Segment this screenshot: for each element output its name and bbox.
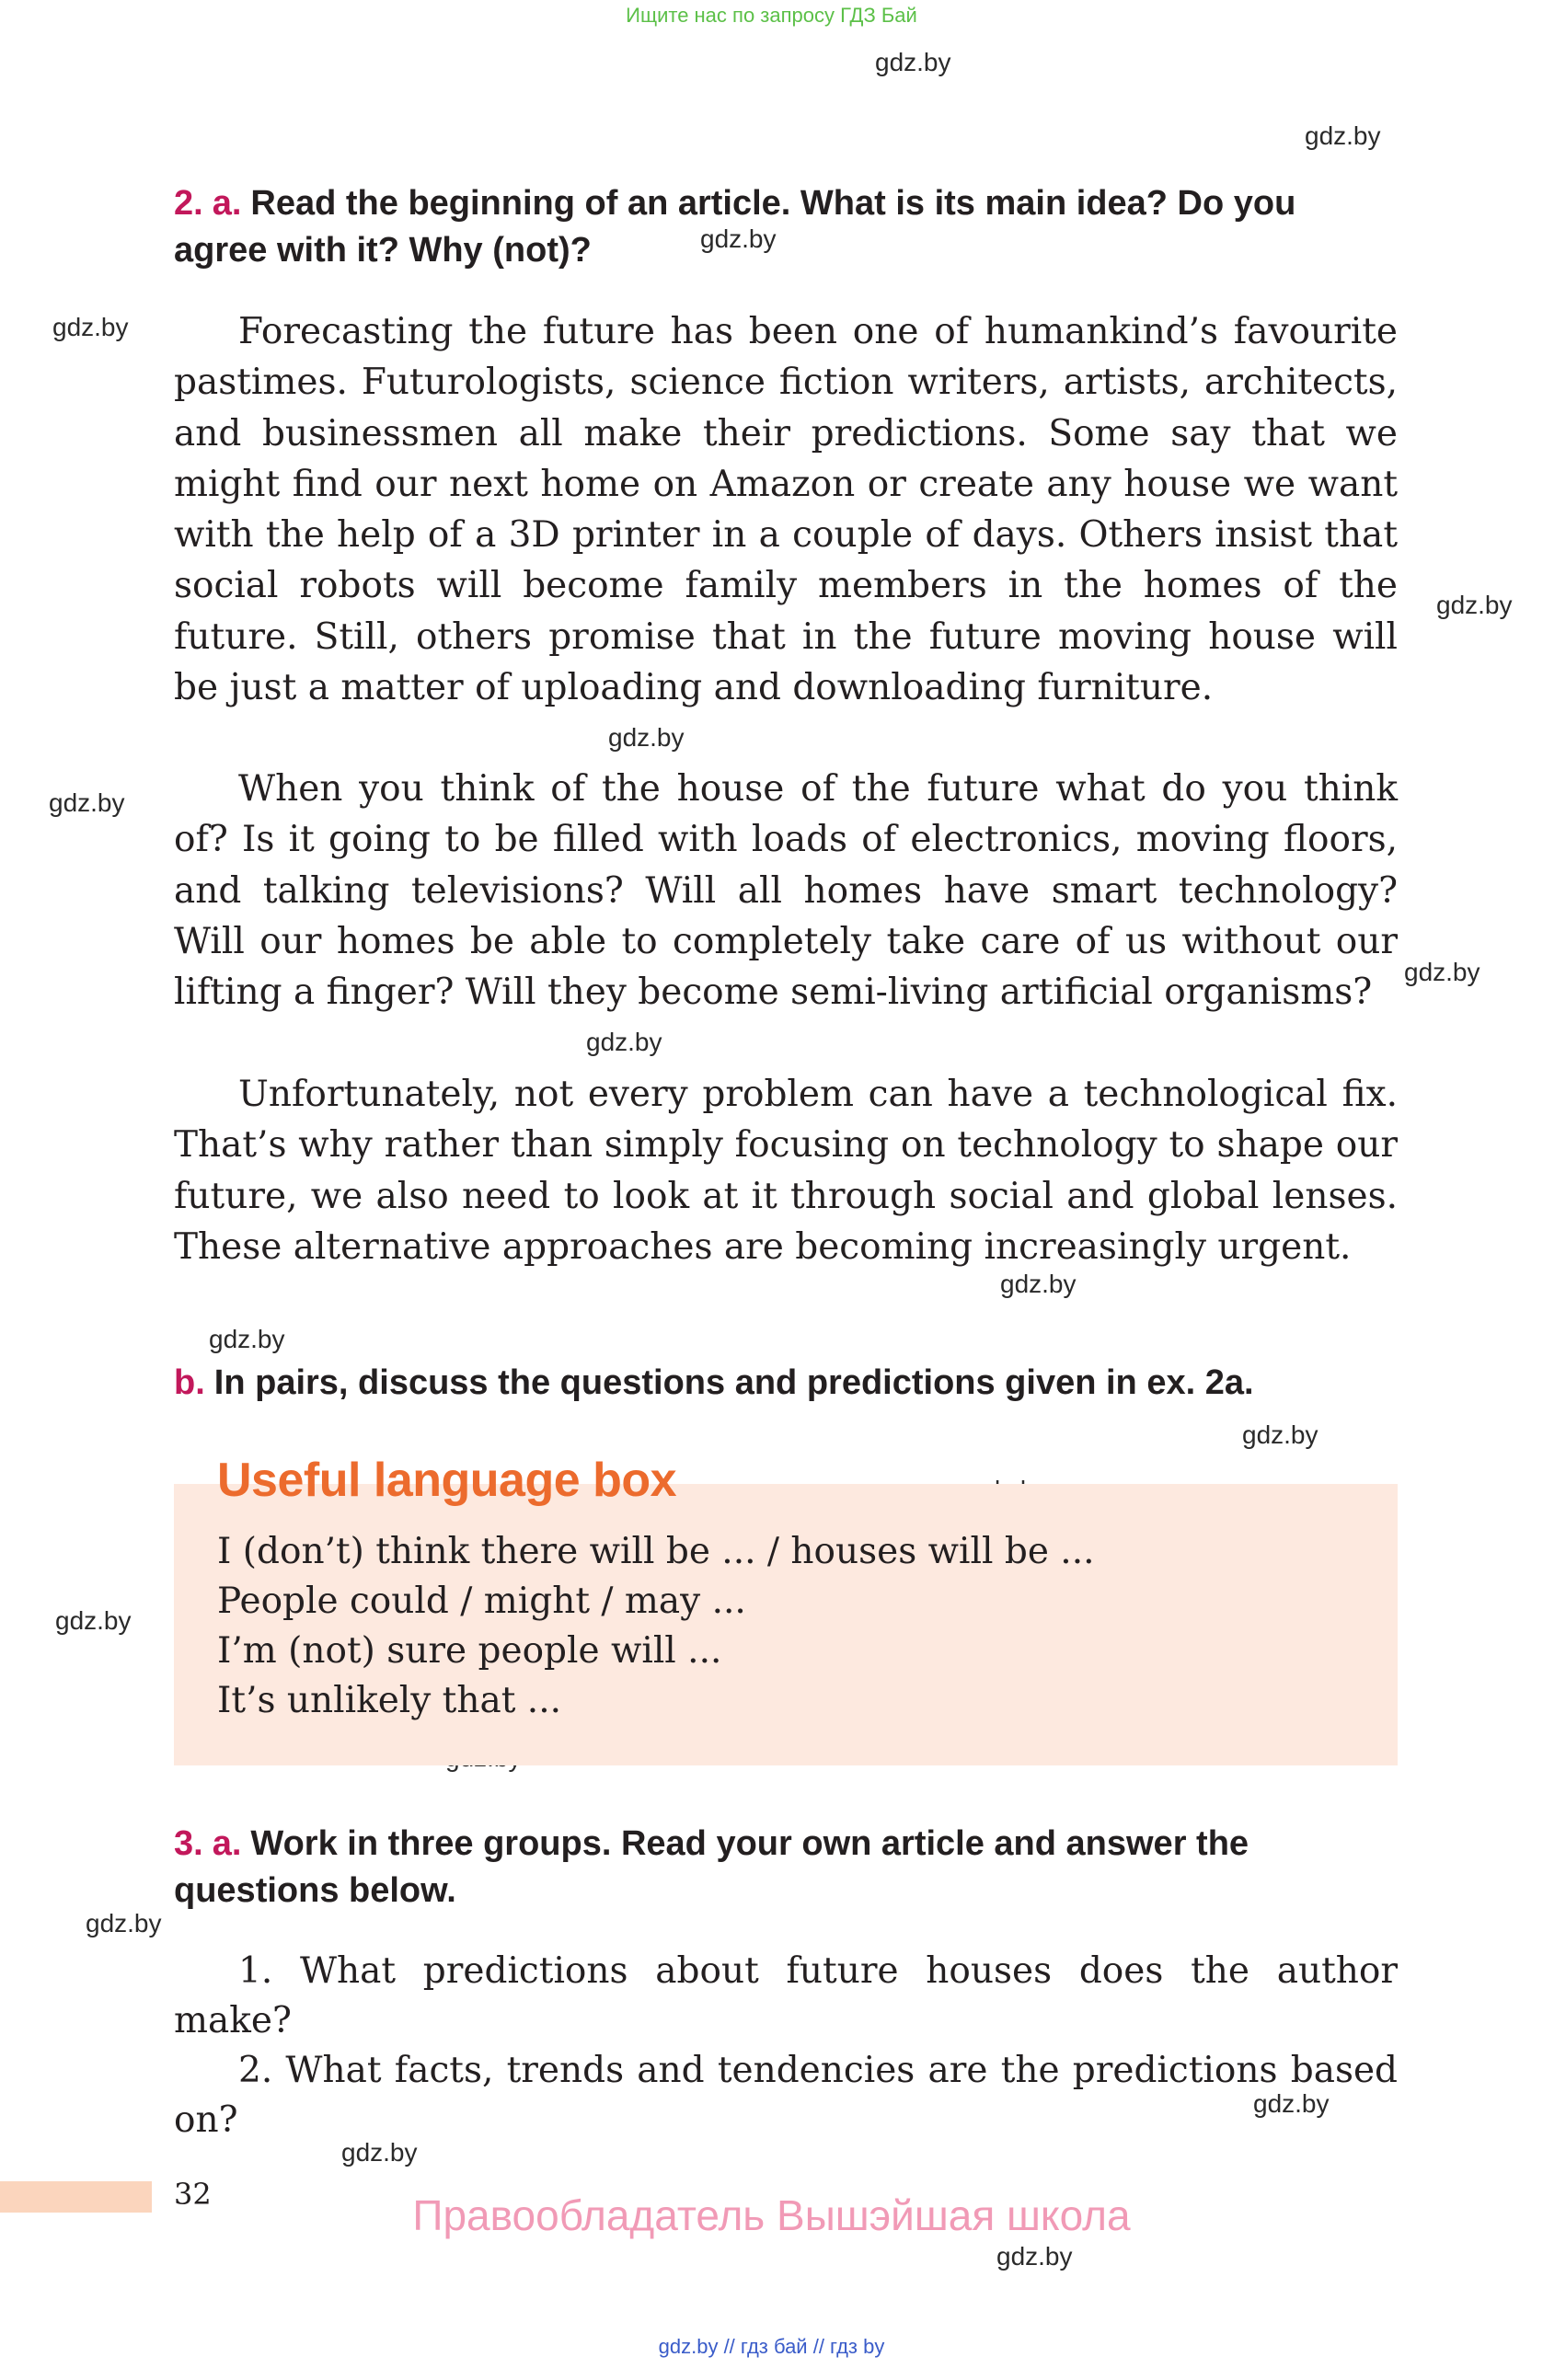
watermark: gdz.by — [55, 1606, 132, 1635]
task-2b-heading — [174, 1360, 1398, 1407]
footer-links: gdz.by // гдз бай // гдз by — [658, 2335, 885, 2358]
watermark: gdz.by — [1242, 1420, 1318, 1449]
watermark: gdz.by — [608, 723, 685, 752]
task-number: 2. — [174, 184, 203, 223]
task-2a-heading — [174, 180, 1398, 274]
task-letter: a. — [212, 184, 242, 223]
article-paragraph: Forecasting the future has been one of humankind’s favourite pastimes. Futurologists, science fiction writers, artists, architects, and businessmen all make their predictions. Some say that we might find our next home on Amazon or create any house we want with the help of a 3D printer in a couple of days. Others insist that social robots will become family members in the homes of the future. Still, others promise that in the future moving house will be just a matter of uploading and downloading furniture. — [174, 311, 1398, 709]
watermark: gdz.by — [875, 48, 951, 76]
watermark: gdz.by — [1000, 1270, 1077, 1298]
task-text: In pairs, discuss the questions and predictions given in ex. 2a. — [213, 1363, 1254, 1402]
useful-language-box-title: Useful language box — [217, 1454, 677, 1507]
watermark: gdz.by — [996, 2242, 1073, 2271]
question-item: 1. What predictions about future houses does the author make? — [174, 1950, 1398, 2041]
watermark: gdz.by — [209, 1325, 285, 1353]
watermark: gdz.by — [52, 313, 129, 341]
watermark: gdz.by — [586, 1028, 662, 1056]
watermark: gdz.by — [1305, 121, 1381, 150]
watermark: gdz.by — [86, 1909, 162, 1937]
question-item: 2. What facts, trends and tendencies are the predictions based on? — [174, 2050, 1398, 2141]
watermark: gdz.by — [49, 788, 125, 817]
article-paragraph: Unfortunately, not every problem can have a technological fix. That’s why rather than simply focusing on technology to shape our future, we also need to look at it through social and global lenses. These alternative approaches are becoming increasingly urgent. — [174, 1074, 1398, 1268]
watermark: gdz.by — [1436, 591, 1513, 619]
task-text: Work in three groups. Read your own article and answer the questions below. — [174, 1824, 1249, 1910]
top-banner: Ищите нас по запросу ГДЗ Бай — [626, 4, 917, 27]
task-number: 3. — [174, 1824, 203, 1863]
page-number: 32 — [174, 2177, 212, 2212]
useful-language-line: People could / might / may ... — [217, 1581, 746, 1622]
watermark: gdz.by — [341, 2138, 418, 2167]
useful-language-line: It’s unlikely that ... — [217, 1680, 561, 1721]
watermark: gdz.by — [1404, 958, 1480, 986]
task-text: Read the beginning of an article. What is its main idea? Do you agree with it? Why (not)? — [174, 184, 1296, 270]
watermark: gdz.by — [700, 224, 777, 253]
article-paragraph: When you think of the house of the future what do you think of? Is it going to be filled with loads of electronics, moving floors, and talking televisions? Will all homes have smart technology? Will our homes be able to completely take care of us without our lifting a finger? Will they become semi-living artificial organisms? — [174, 768, 1398, 1014]
useful-language-box — [174, 1484, 1398, 1765]
useful-language-line: I (don’t) think there will be ... / houses will be ... — [217, 1531, 1095, 1572]
copyright-notice: Правообладатель Вышэйшая школа — [412, 2191, 1131, 2239]
useful-language-line: I’m (not) sure people will ... — [217, 1630, 722, 1672]
task-letter: a. — [212, 1824, 242, 1863]
watermark: gdz.by — [1253, 2089, 1330, 2118]
task-3a-heading — [174, 1821, 1398, 1914]
task-letter: b. — [174, 1363, 205, 1402]
